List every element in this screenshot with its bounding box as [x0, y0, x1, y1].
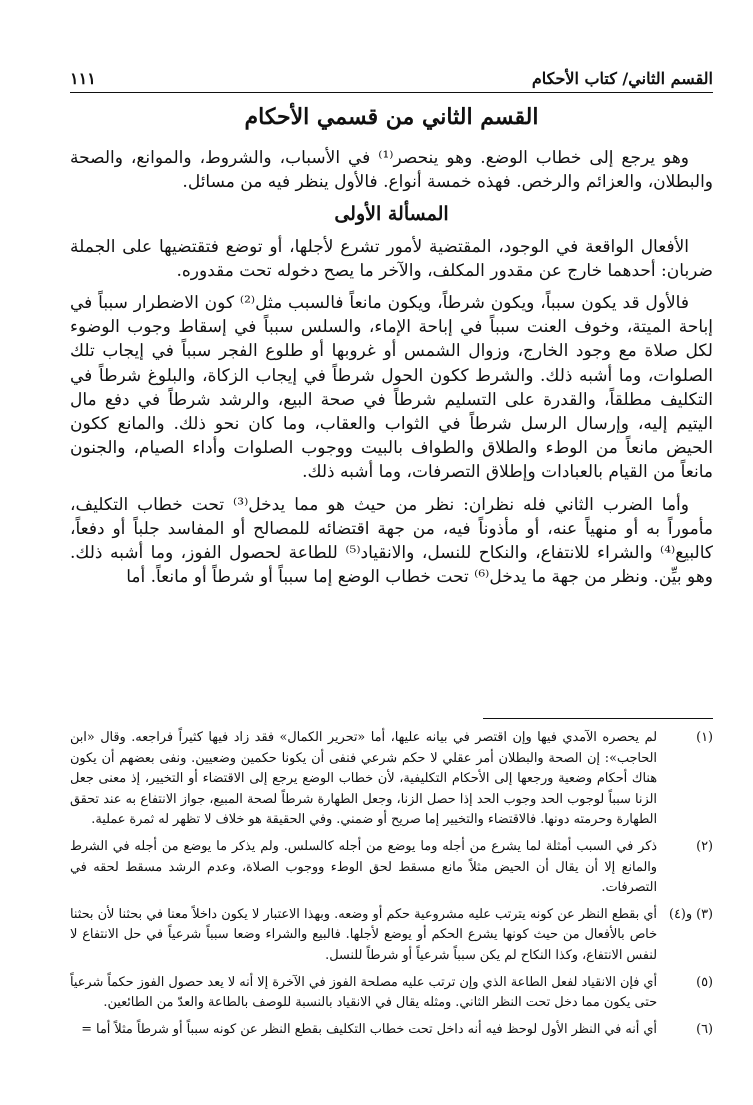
issue-heading: المسألة الأولى: [334, 203, 449, 226]
section-title: القسم الثاني من قسمي الأحكام: [244, 104, 539, 130]
footnote-mark: (٦): [696, 1021, 713, 1037]
footnote-text: لم يحصره الآمدي فيها وإن اقتصر في بيانه عليها، أما «تحرير الكمال» فقد زاد فيها كثيراً فراجعه. وقال «ابن الحاجب»: إن الصحة والبطلان أمر عقلي لا حكم شرعي فنفى أن يكونا حكمين وضعيين. ونفى بعضهم أن يكون هناك أحكام وضعية ورجعها إلى الأحكام التكليفية، لأن خطاب الوضع يرجع إلى الاقتضاء أو التخيير، إذ معنى جعل الزنا سبباً لوجوب الحد وجوب الحد إذا حصل الزنا، وجعل الطهارة شرطاً لصحة المبيع، جواز الانتفاع به عند تحقق الطهارة وحرمته دونها. فالاقتضاء والتخيير إما صريح أو ضمني. وفي الحقيقة هو خلاف لا تظهر له ثمرة عملية.: [70, 730, 657, 828]
paragraph-1: الأفعال الواقعة في الوجود، المقتضية لأمور تشرع لأجلها، أو توضع فتقتضيها على الجملة ضربان: أحدهما خارج عن مقدور المكلف، والآخر ما يصح دخوله تحت مقدوره.: [70, 236, 713, 281]
main-text: [70, 146, 713, 597]
paragraph-2: فالأول قد يكون سبباً، ويكون شرطاً، ويكون مانعاً فالسبب مثل⁽²⁾ كون الاضطرار سبباً في إباحة الميتة، وخوف العنت سبباً في إباحة الإماء، والسلس سبباً في إسقاط وجوب الوضوء لكل صلاة مع وجود الخارج، وزوال الشمس أو غروبها أو طلوع الفجر سبباً في إيجاب تلك الصلوات، وما أشبه ذلك. والشرط ككون الحول شرطاً في إيجاب الزكاة، والبلوغ شرطاً في التكليف مطلقاً، والقدرة على التسليم شرطاً في صحة البيع، والرشد شرطاً في دفع مال اليتيم إليه، وإرسال الرسل شرطاً في الثواب والعقاب، وما كان نحو ذلك. والمانع ككون الحيض مانعاً من الوطء والطلاق والطواف بالبيت ووجوب الصلوات وأداء الصيام، والجنون مانعاً من القيام بالعبادات وإطلاق التصرفات، وما أشبه ذلك.: [70, 293, 713, 483]
footnote-mark: (٥): [696, 974, 713, 990]
footnote-text: أي أنه في النظر الأول لوحظ فيه أنه داخل تحت خطاب التكليف بقطع النظر عن كونه سبباً أو شرطاً مثلاً أما =: [81, 1021, 657, 1037]
footnote-separator: [483, 718, 713, 719]
running-title: القسم الثاني/ كتاب الأحكام: [531, 69, 713, 88]
footnote: [70, 837, 713, 899]
paragraph-3: وأما الضرب الثاني فله نظران: نظر من حيث هو مما يدخل⁽³⁾ تحت خطاب التكليف، مأموراً به أو منهياً عنه، أو مأذوناً فيه، من جهة اقتضائه للمصالح أو المفاسد جلباً أو دفعاً، كالبيع⁽⁴⁾ والشراء للانتفاع، والنكاح للنسل، والانقياد⁽⁵⁾ للطاعة لحصول الفوز، وما أشبه ذلك. وهو بيِّن. ونظر من جهة ما يدخل⁽⁶⁾ تحت خطاب الوضع إما سبباً أو شرطاً أو مانعاً. أما: [70, 494, 713, 588]
page-number: ١١١: [70, 69, 96, 88]
footnote-mark: (٢): [696, 838, 713, 854]
footnote-text: أي بقطع النظر عن كونه يترتب عليه مشروعية حكم أو وضعه. وبهذا الاعتبار لا يكون داخلاً معنا في بحثنا لأن بحثنا خاص بالأفعال من حيث كونها يشرع الحكم أو يوضع لأجلها. فالبيع والشراء وضعا سبباً شرعياً في حل الانتفاع لا لنفس الانتفاع، وكذا النكاح لم يكن سبباً شرعياً أو شرطاً للنسل.: [70, 906, 657, 963]
footnotes: [70, 728, 713, 1046]
footnote-mark: (٣) و(٤): [669, 906, 713, 922]
footnote: [70, 905, 713, 967]
footnote: [70, 1020, 713, 1041]
footnote: [70, 973, 713, 1014]
intro-paragraph: وهو يرجع إلى خطاب الوضع. وهو ينحصر⁽¹⁾ في الأسباب، والشروط، والموانع، والصحة والبطلان، والعزائم والرخص. فهذه خمسة أنواع. فالأول ينظر فيه من مسائل.: [70, 148, 713, 193]
footnote-text: أي فإن الانقياد لفعل الطاعة الذي وإن ترتب عليه مصلحة الفوز في الآخرة إلا أنه لا يعد حصول الفوز حكماً شرعياً حتى يكون مما دخل تحت النظر الثاني. ومثله يقال في الانقياد بالنسبة للوصف بالطاعة والعدّ من الطائعين.: [70, 974, 657, 1011]
running-header: [70, 58, 713, 93]
footnote-text: ذكر في السبب أمثلة لما يشرع من أجله وما يوضع من أجله كالسلس. ولم يذكر ما يوضع من أجله في الشرط والمانع إلا أن يقال أن الحيض مثلاً مانع مسقط لحق الوطء ووجوب الصلاة، وعدم الرشد مسقط لحقه في التصرفات.: [70, 838, 657, 896]
footnote-mark: (١): [696, 730, 713, 745]
footnote: [70, 728, 713, 831]
